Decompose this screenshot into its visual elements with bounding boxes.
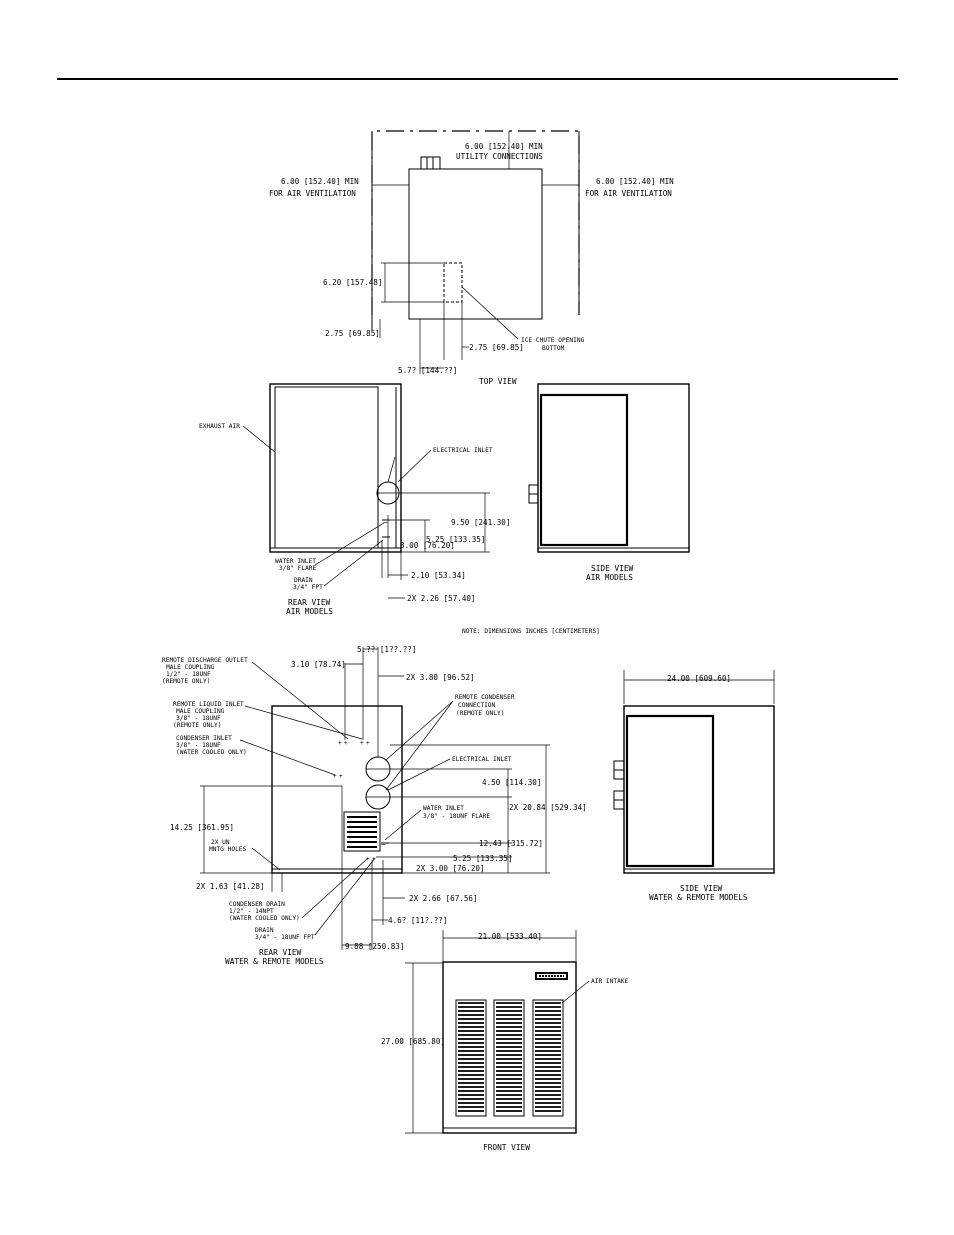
top-dim-275-left: 2.75 [69.85]: [325, 329, 380, 338]
rw-remote-liquid-1: REMOTE LIQUID INLET: [173, 701, 244, 708]
rw-water-inlet-2: 3/8" - 18UNF FLARE: [423, 813, 491, 820]
svg-text:+: +: [339, 773, 343, 780]
rear-air-dim-300: 3.00 [76.20]: [400, 541, 455, 550]
rear-air-dim-950: 9.50 [241.30]: [451, 518, 511, 527]
fv-title: FRONT VIEW: [483, 1143, 530, 1152]
sw-title-2: WATER & REMOTE MODELS: [649, 893, 748, 902]
rw-title-1: REAR VIEW: [259, 948, 302, 957]
top-right-label: FOR AIR VENTILATION: [585, 189, 672, 198]
rear-view-water: [162, 645, 587, 966]
rw-dim-266: 2X 2.66 [67.56]: [409, 894, 478, 903]
front-view: [381, 930, 629, 1152]
fv-dim-2700: 27.00 [685.80]: [381, 1037, 446, 1046]
sw-title-1: SIDE VIEW: [680, 884, 723, 893]
rw-title-2: WATER & REMOTE MODELS: [225, 957, 324, 966]
side-view-water: [614, 670, 774, 902]
rw-remote-discharge-1: REMOTE DISCHARGE OUTLET: [162, 657, 248, 664]
top-chute-label-2: BOTTOM: [542, 345, 565, 352]
rw-remote-discharge-4: (REMOTE ONLY): [162, 678, 211, 685]
svg-text:−: −: [383, 518, 388, 527]
svg-text:+: +: [366, 856, 370, 863]
top-chute-label-1: ICE CHUTE OPENING: [521, 337, 585, 344]
side-view-air: [529, 384, 689, 582]
rear-air-drain-1: DRAIN: [294, 577, 313, 584]
side-air-title-2: AIR MODELS: [586, 573, 633, 582]
rear-air-drain-2: 3/4" FPT: [293, 584, 323, 591]
rear-air-dim-525: 5.25 [133.35]: [426, 535, 486, 544]
rw-cond-inlet-3: (WATER COOLED ONLY): [176, 749, 247, 756]
rw-dim-450: 4.50 [114.30]: [482, 778, 542, 787]
rear-air-water-1: WATER INLET: [275, 558, 316, 565]
top-dim-bottom: 5.7? [144.??]: [398, 366, 458, 375]
side-air-title-1: SIDE VIEW: [591, 564, 634, 573]
fv-dim-2100: 21.00 [533.40]: [478, 932, 543, 941]
svg-text:+: +: [372, 856, 376, 863]
rw-dim-top: 5.?? [1??.??]: [357, 645, 417, 654]
svg-text:+: +: [366, 740, 370, 747]
rear-air-electrical: ELECTRICAL INLET: [433, 447, 493, 454]
top-view-title: TOP VIEW: [479, 377, 517, 386]
rw-mntg-2: MNTG HOLES: [209, 846, 247, 853]
rw-dim-1425: 14.25 [361.95]: [170, 823, 235, 832]
rw-cond-inlet-2: 3/8" - 18UNF: [176, 742, 221, 749]
rw-dim-988: 9.88 [250.83]: [345, 942, 405, 951]
top-dim-275-right: 2.75 [69.85]: [469, 343, 524, 352]
rw-electrical: ELECTRICAL INLET: [452, 756, 512, 763]
note: NOTE: DIMENSIONS INCHES [CENTIMETERS]: [462, 628, 600, 635]
rw-dim-300: 2X 3.00 [76.20]: [416, 864, 485, 873]
svg-text:+: +: [344, 740, 348, 747]
top-utility-dim: 6.00 [152.40] MIN: [465, 142, 543, 151]
top-left-dim: 6.00 [152.40] MIN: [281, 177, 359, 186]
rw-remote-liquid-3: 3/8" - 18UNF: [176, 715, 221, 722]
rw-mntg-1: 2X UN: [211, 839, 230, 846]
rw-cond-drain-3: (WATER COOLED ONLY): [229, 915, 300, 922]
rear-air-dim-210: 2.10 [53.34]: [411, 571, 466, 580]
rw-remote-liquid-2: MALE COUPLING: [176, 708, 225, 715]
rw-drain-2: 3/4" - 18UNF FPT: [255, 934, 315, 941]
rw-water-inlet-1: WATER INLET: [423, 805, 464, 812]
rear-air-title-2: AIR MODELS: [286, 607, 333, 616]
rw-remote-liquid-4: (REMOTE ONLY): [173, 722, 222, 729]
top-left-label: FOR AIR VENTILATION: [269, 189, 356, 198]
rw-dim-1243: 12.43 [315.72]: [479, 839, 544, 848]
rw-dim-2084: 2X 20.84 [529.34]: [509, 803, 587, 812]
rw-remote-discharge-3: 1/2" - 18UNF: [166, 671, 211, 678]
rw-remote-cond-3: (REMOTE ONLY): [456, 710, 505, 717]
rear-view-air: [199, 384, 510, 616]
rear-air-water-2: 3/8" FLARE: [279, 565, 317, 572]
top-dim-620: 6.20 [157.48]: [323, 278, 383, 287]
rw-cond-drain-1: CONDENSER DRAIN: [229, 901, 285, 908]
top-right-dim: 6.00 [152.40] MIN: [596, 177, 674, 186]
svg-text:+: +: [333, 773, 337, 780]
rw-cond-drain-2: 1/2" - 14NPT: [229, 908, 274, 915]
rw-dim-380: 2X 3.80 [96.52]: [406, 673, 475, 682]
fv-air-intake: AIR INTAKE: [591, 978, 629, 985]
rw-cond-inlet-1: CONDENSER INLET: [176, 735, 232, 742]
rw-drain-1: DRAIN: [255, 927, 274, 934]
top-view: [269, 131, 674, 386]
rw-dim-310: 3.10 [78.74]: [291, 660, 346, 669]
rear-air-title-1: REAR VIEW: [288, 598, 331, 607]
svg-text:+: +: [360, 740, 364, 747]
rw-dim-163: 2X 1.63 [41.28]: [196, 882, 265, 891]
top-utility-label: UTILITY CONNECTIONS: [456, 152, 543, 161]
rw-remote-discharge-2: MALE COUPLING: [166, 664, 215, 671]
rw-dim-525: 5.25 [133.35]: [453, 854, 513, 863]
svg-text:+: +: [338, 740, 342, 747]
rw-remote-cond-1: REMOTE CONDENSER: [455, 694, 515, 701]
rear-air-exhaust: EXHAUST AIR: [199, 423, 240, 430]
rw-dim-460: 4.6? [11?.??]: [388, 916, 448, 925]
svg-text:−: −: [381, 840, 386, 849]
front-louvres: [456, 1000, 563, 1116]
rw-remote-cond-2: CONNECTION: [458, 702, 496, 709]
rear-air-dim-226: 2X 2.26 [57.40]: [407, 594, 476, 603]
sw-dim-2400: 24.00 [609.60]: [667, 674, 732, 683]
